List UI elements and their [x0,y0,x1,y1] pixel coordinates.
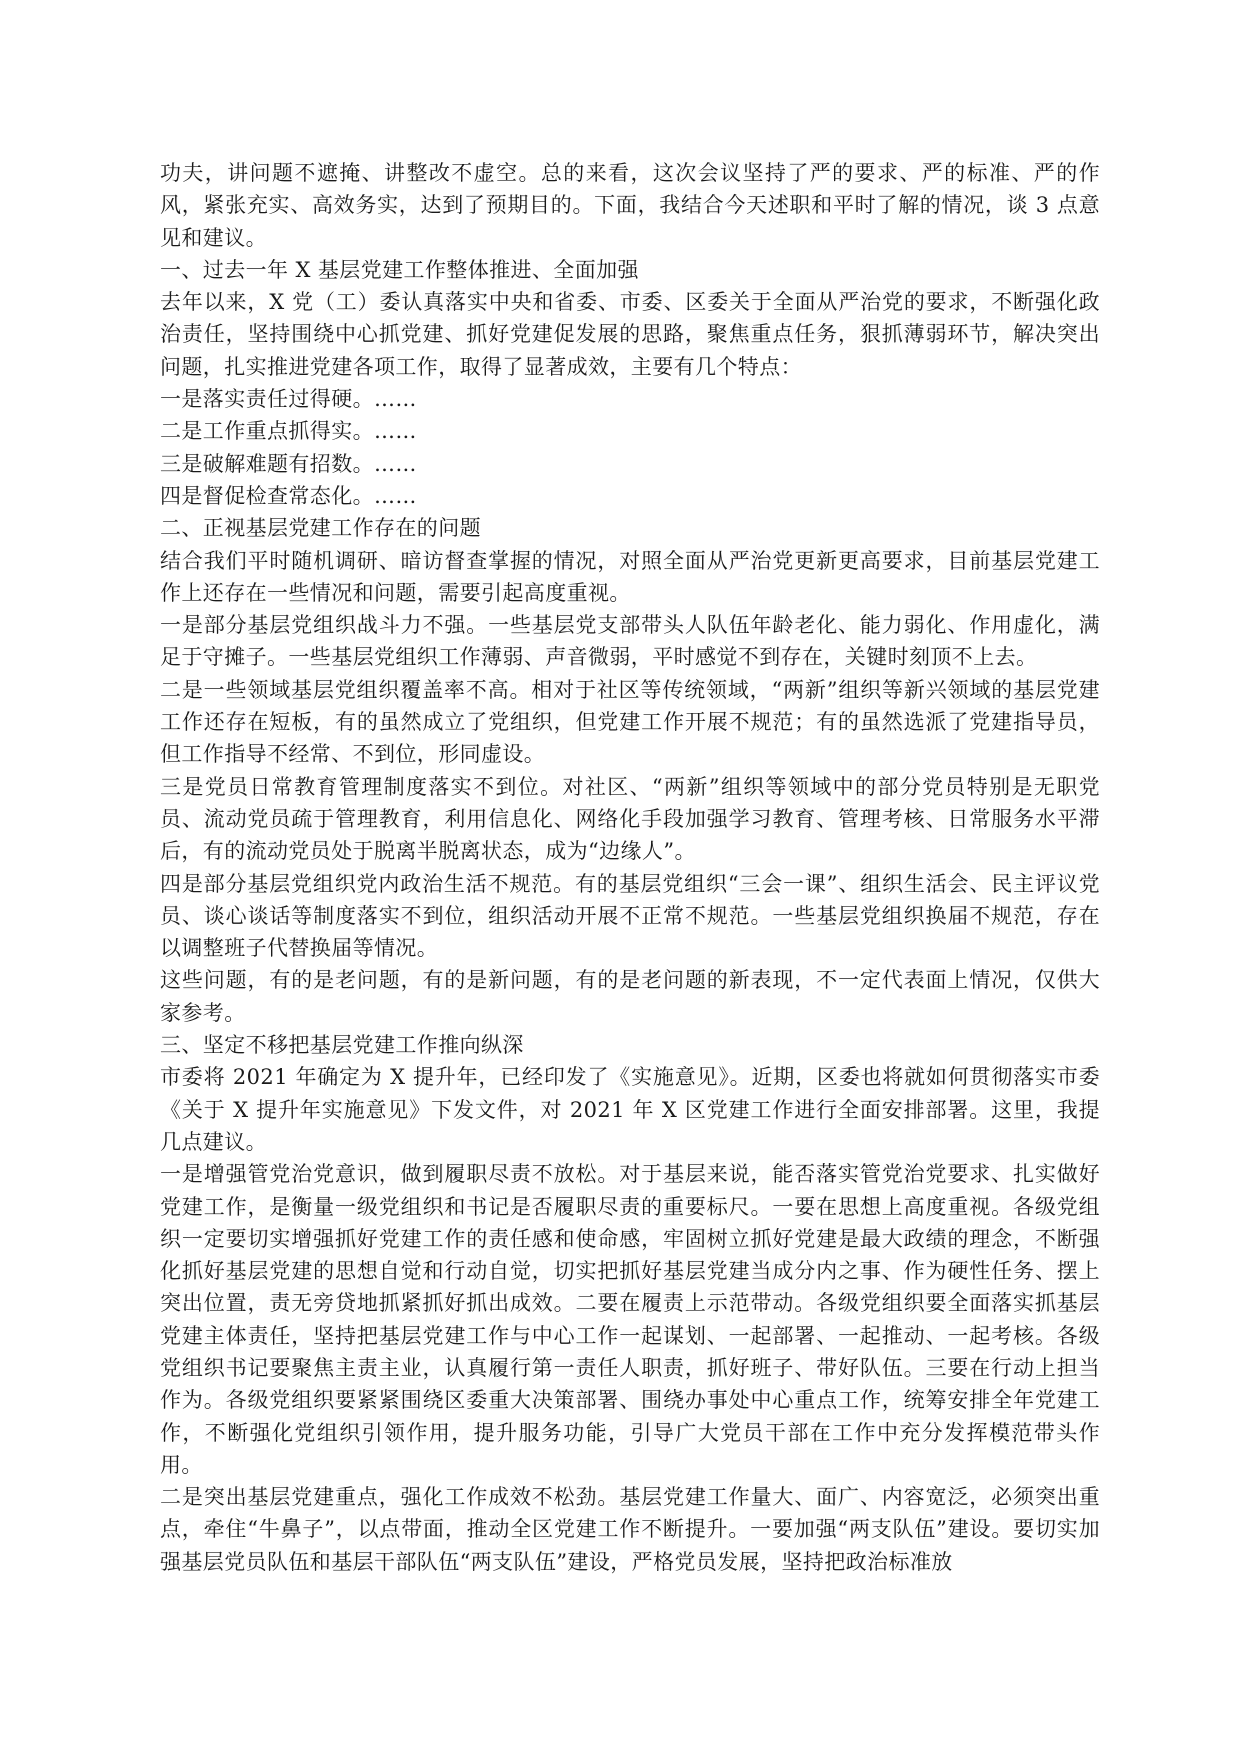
paragraph: 市委将 2021 年确定为 X 提升年，已经印发了《实施意见》。近期，区委也将就如何贯彻落实市委《关于 X 提升年实施意见》下发文件，对 2021 年 X 区党建工作进行全面安排部署。这里，我提几点建议。 [160,1065,1100,1154]
document-page [160,157,1100,1578]
list-item: 二是工作重点抓得实。…… [160,419,417,444]
paragraph: 一是增强管党治党意识，做到履职尽责不放松。对于基层来说，能否落实管党治党要求、扎实做好党建工作，是衡量一级党组织和书记是否履职尽责的重要标尺。一要在思想上高度重视。各级党组织一定要切实增强抓好党建工作的责任感和使命感，牢固树立抓好党建是最大政绩的理念，不断强化抓好基层党建的思想自觉和行动自觉，切实把抓好基层党建当成分内之事、作为硬性任务、摆上突出位置，责无旁贷地抓紧抓好抓出成效。二要在履责上示范带动。各级党组织要全面落实抓基层党建主体责任，坚持把基层党建工作与中心工作一起谋划、一起部署、一起推动、一起考核。各级党组织书记要聚焦主责主业，认真履行第一责任人职责，抓好班子、带好队伍。三要在行动上担当作为。各级党组织要紧紧围绕区委重大决策部署、围绕办事处中心重点工作，统筹安排全年党建工作，不断强化党组织引领作用，提升服务功能，引导广大党员干部在工作中充分发挥模范带头作用。 [160,1162,1100,1477]
section-heading: 二、正视基层党建工作存在的问题 [160,516,481,541]
paragraph: 三是党员日常教育管理制度落实不到位。对社区、“两新”组织等领域中的部分党员特别是无职党员、流动党员疏于管理教育，利用信息化、网络化手段加强学习教育、管理考核、日常服务水平滞后，有的流动党员处于脱离半脱离状态，成为“边缘人”。 [160,774,1100,864]
paragraph: 功夫，讲问题不遮掩、讲整改不虚空。总的来看，这次会议坚持了严的要求、严的标准、严的作风，紧张充实、高效务实，达到了预期目的。下面，我结合今天述职和平时了解的情况，谈 3 点意见和建议。 [160,161,1100,250]
list-item: 四是督促检查常态化。…… [160,483,417,508]
paragraph: 四是部分基层党组织党内政治生活不规范。有的基层党组织“三会一课”、组织生活会、民主评议党员、谈心谈话等制度落实不到位，组织活动开展不正常不规范。一些基层党组织换届不规范，存在以调整班子代替换届等情况。 [160,871,1100,961]
paragraph: 二是一些领域基层党组织覆盖率不高。相对于社区等传统领域，“两新”组织等新兴领域的基层党建工作还存在短板，有的虽然成立了党组织，但党建工作开展不规范；有的虽然选派了党建指导员，但工作指导不经常、不到位，形同虚设。 [160,677,1100,767]
section-heading: 三、坚定不移把基层党建工作推向纵深 [160,1033,524,1058]
paragraph: 去年以来，X 党（工）委认真落实中央和省委、市委、区委关于全面从严治党的要求，不断强化政治责任，坚持围绕中心抓党建、抓好党建促发展的思路，聚焦重点任务，狠抓薄弱环节，解决突出问题，扎实推进党建各项工作，取得了显著成效，主要有几个特点： [160,290,1100,379]
paragraph: 一是部分基层党组织战斗力不强。一些基层党支部带头人队伍年龄老化、能力弱化、作用虚化，满足于守摊子。一些基层党组织工作薄弱、声音微弱，平时感觉不到存在，关键时刻顶不上去。 [160,613,1100,670]
paragraph: 结合我们平时随机调研、暗访督查掌握的情况，对照全面从严治党更新更高要求，目前基层党建工作上还存在一些情况和问题，需要引起高度重视。 [160,548,1100,605]
section-heading: 一、过去一年 X 基层党建工作整体推进、全面加强 [160,257,639,282]
paragraph: 二是突出基层党建重点，强化工作成效不松劲。基层党建工作量大、面广、内容宽泛，必须突出重点，牵住“牛鼻子”，以点带面，推动全区党建工作不断提升。一要加强“两支队伍”建设。要切实加强基层党员队伍和基层干部队伍“两支队伍”建设，严格党员发展，坚持把政治标准放 [160,1485,1100,1574]
list-item: 一是落实责任过得硬。…… [160,387,417,412]
list-item: 三是破解难题有招数。…… [160,451,417,476]
paragraph: 这些问题，有的是老问题，有的是新问题，有的是老问题的新表现，不一定代表面上情况，仅供大家参考。 [160,968,1100,1025]
